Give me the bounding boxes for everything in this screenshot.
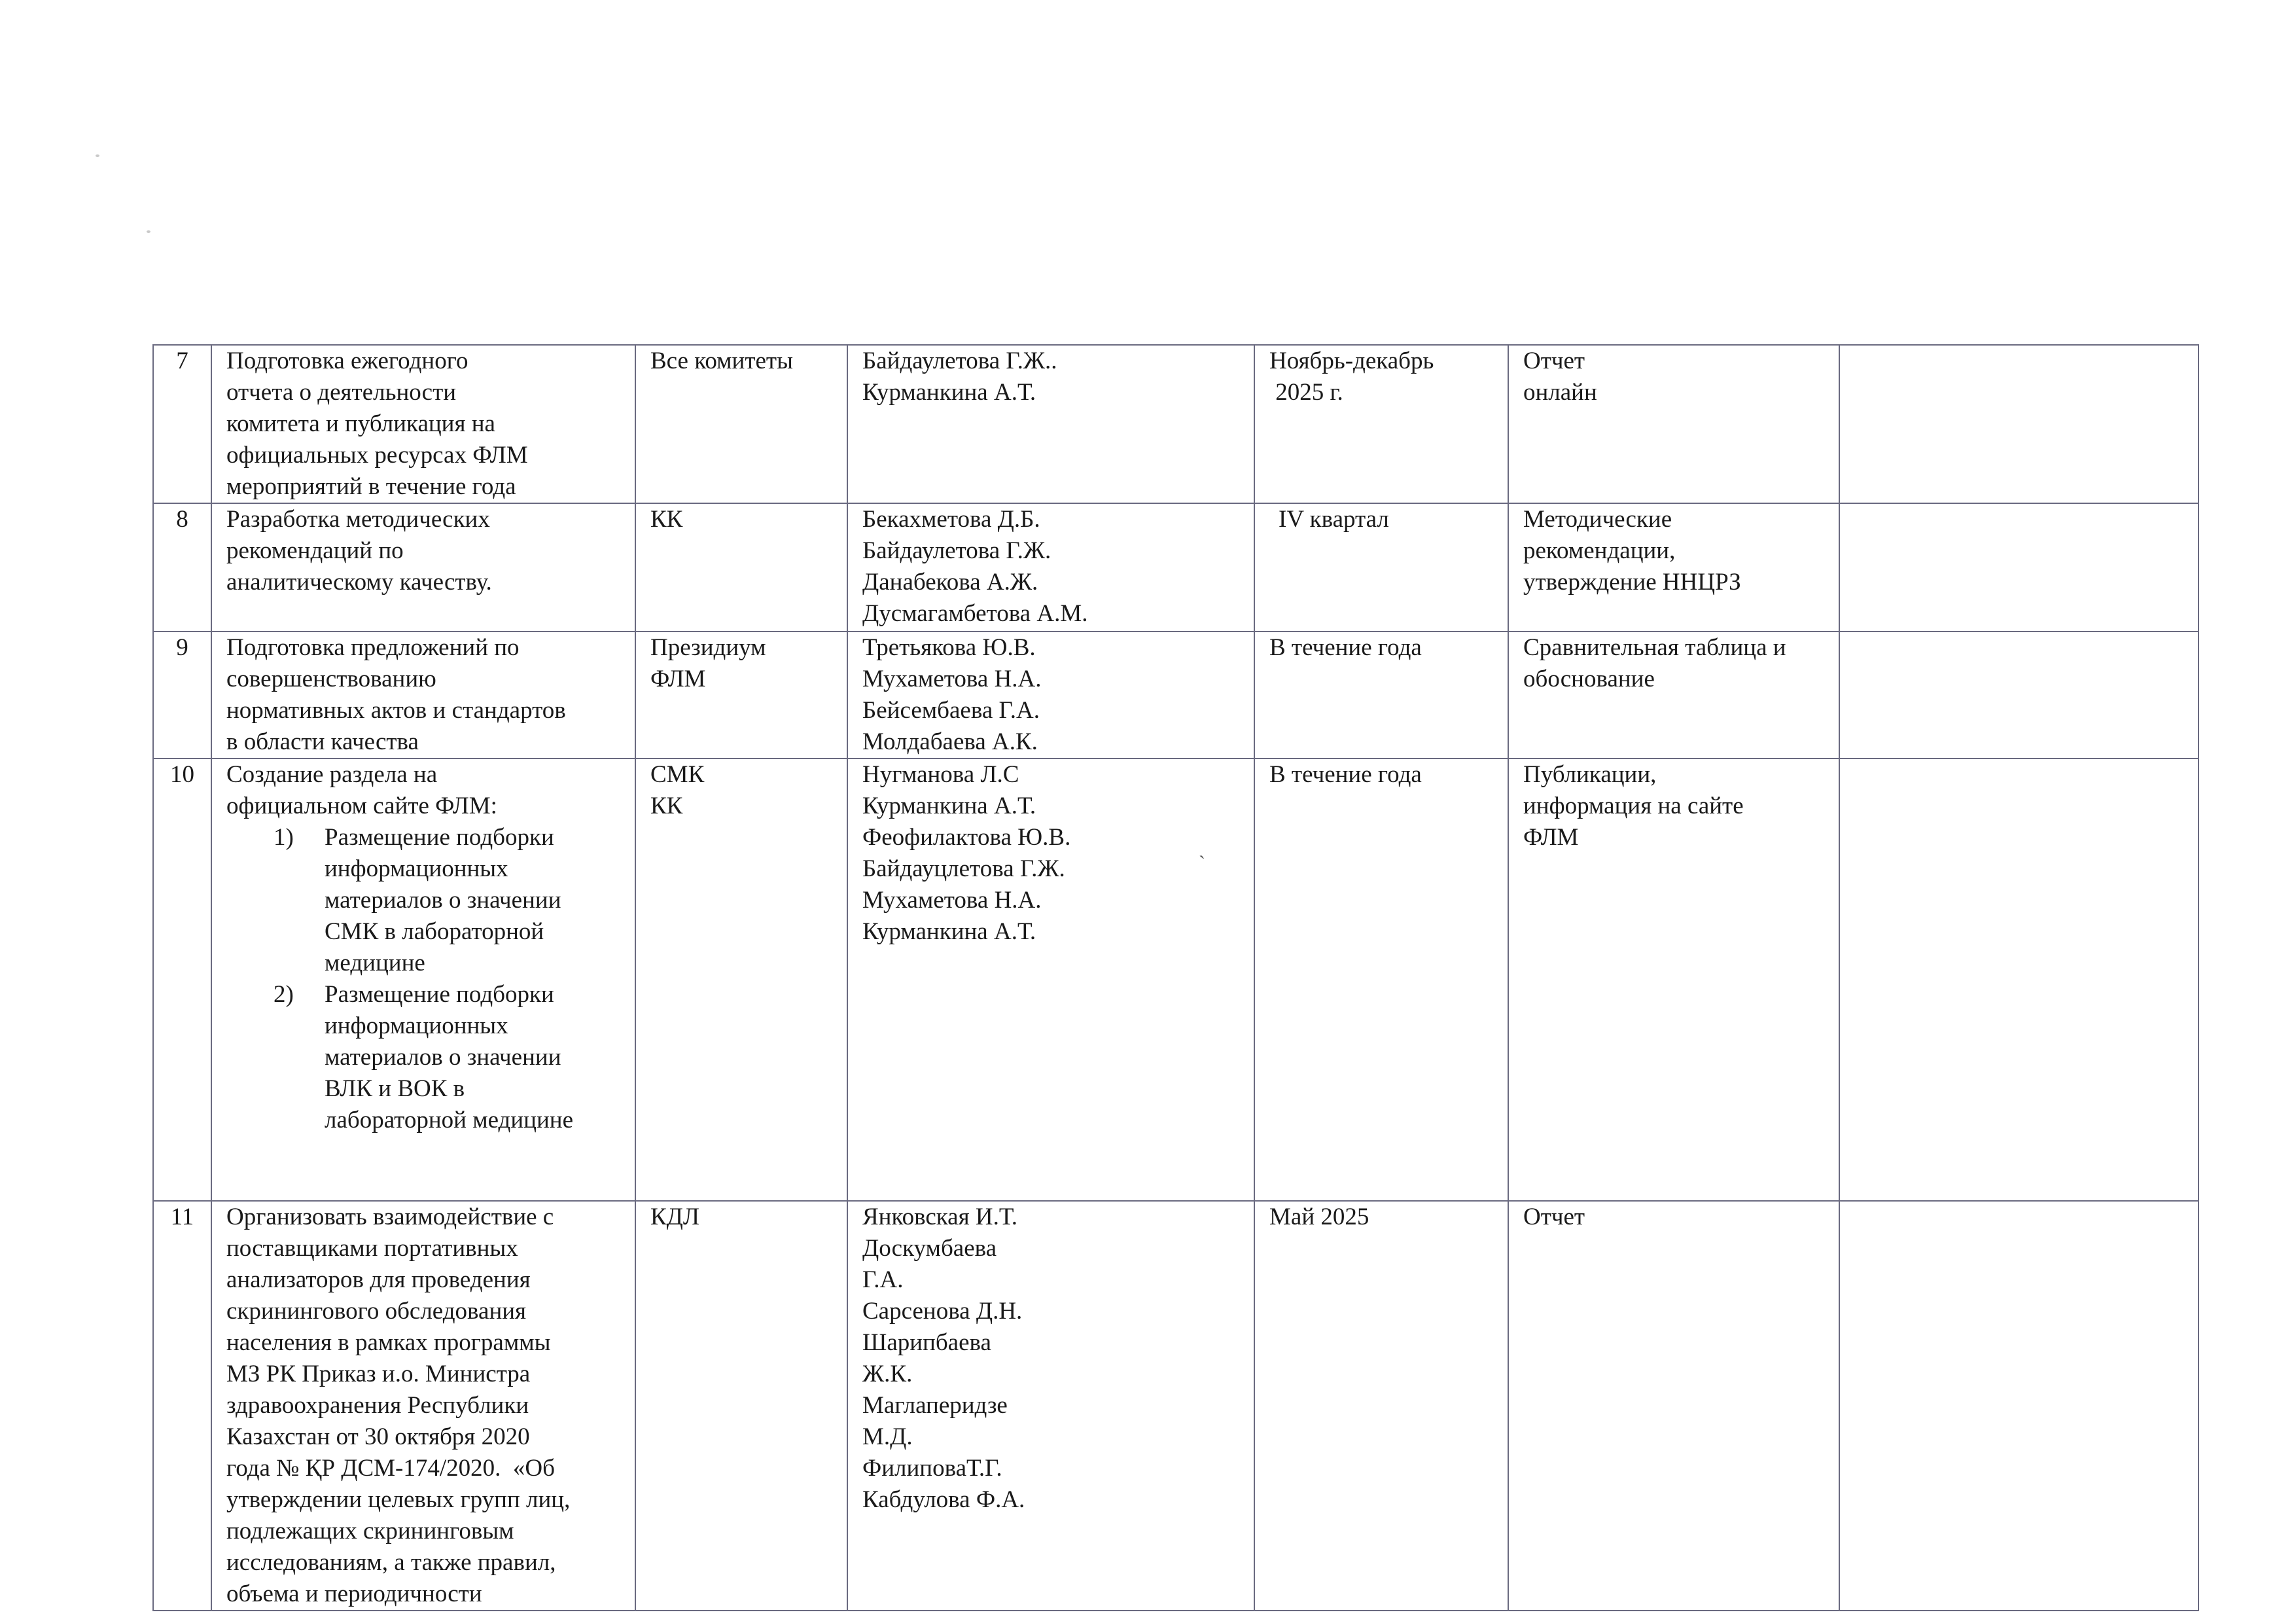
deadline-cell: IV квартал (1254, 503, 1508, 632)
task-cell: Создание раздела на официальном сайте ФЛМ: 1) Размещение подборки информационных материалов о значении СМК в лабораторной медицине 2) Размещение подборки информационных материалов о значении ВЛК и ВОК в лабораторной медицине (211, 758, 635, 1201)
row-number: 8 (153, 503, 211, 632)
scan-artifact (96, 154, 99, 157)
row-number: 10 (153, 758, 211, 1201)
task-cell: Организовать взаимодействие с поставщиками портативных анализаторов для проведения скринингового обследования населения в рамках программы МЗ РК Приказ и.о. Министра здравоохранения Республики Казахстан от 30 октября 2020 года № ҚР ДСМ-174/2020. «Об утверждении целевых групп лиц, подлежащих скрининговым исследованиям, а также правил, объема и периодичности (211, 1201, 635, 1611)
executors-cell: Бекахметова Д.Б. Байдаулетова Г.Ж. Данабекова А.Ж. Дусмагамбетова А.М. (847, 503, 1254, 632)
scan-artifact (147, 230, 150, 233)
stray-mark: ` (1199, 852, 1205, 874)
row-number: 9 (153, 632, 211, 758)
executors-cell: Янковская И.Т. Доскумбаева Г.А. Сарсенова Д.Н. Шарипбаева Ж.К. Маглаперидзе М.Д. ФилиповаТ.Г. Кабдулова Ф.А. (847, 1201, 1254, 1611)
table-row (153, 345, 2199, 503)
result-cell: Методические рекомендации, утверждение ННЦРЗ (1508, 503, 1839, 632)
task-sublist (226, 822, 624, 1136)
executors-cell: Третьякова Ю.В. Мухаметова Н.А. Бейсембаева Г.А. Молдабаева А.К. (847, 632, 1254, 758)
note-cell (1839, 345, 2199, 503)
deadline-cell: Ноябрь-декабрь 2025 г. (1254, 345, 1508, 503)
task-cell: Подготовка предложений по совершенствованию нормативных актов и стандартов в области качества (211, 632, 635, 758)
row-number: 7 (153, 345, 211, 503)
row-number: 11 (153, 1201, 211, 1611)
committee-cell: Президиум ФЛМ (635, 632, 847, 758)
task-cell: Разработка методических рекомендаций по аналитическому качеству. (211, 503, 635, 632)
committee-cell: СМК КК (635, 758, 847, 1201)
note-cell (1839, 758, 2199, 1201)
executors-cell: Нугманова Л.С Курманкина А.Т. Феофилактова Ю.В. Байдауцлетова Г.Ж. Мухаметова Н.А. Курманкина А.Т. (847, 758, 1254, 1201)
table-row (153, 758, 2199, 1201)
committee-cell: КДЛ (635, 1201, 847, 1611)
table-row (153, 1201, 2199, 1611)
deadline-cell: В течение года (1254, 758, 1508, 1201)
result-cell: Отчет (1508, 1201, 1839, 1611)
table-row (153, 503, 2199, 632)
result-cell: Отчет онлайн (1508, 345, 1839, 503)
deadline-cell: Май 2025 (1254, 1201, 1508, 1611)
note-cell (1839, 1201, 2199, 1611)
table-row (153, 632, 2199, 758)
result-cell: Публикации, информация на сайте ФЛМ (1508, 758, 1839, 1201)
deadline-cell: В течение года (1254, 632, 1508, 758)
task-cell: Подготовка ежегодного отчета о деятельности комитета и публикация на официальных ресурсах ФЛМ мероприятий в течение года (211, 345, 635, 503)
plan-table (152, 344, 2199, 1611)
executors-cell: Байдаулетова Г.Ж.. Курманкина А.Т. (847, 345, 1254, 503)
committee-cell: КК (635, 503, 847, 632)
note-cell (1839, 632, 2199, 758)
note-cell (1839, 503, 2199, 632)
list-item: 1) Размещение подборки информационных материалов о значении СМК в лабораторной медицине (274, 824, 561, 976)
result-cell: Сравнительная таблица и обоснование (1508, 632, 1839, 758)
committee-cell: Все комитеты (635, 345, 847, 503)
list-item: 2) Размещение подборки информационных материалов о значении ВЛК и ВОК в лабораторной медицине (274, 981, 574, 1133)
